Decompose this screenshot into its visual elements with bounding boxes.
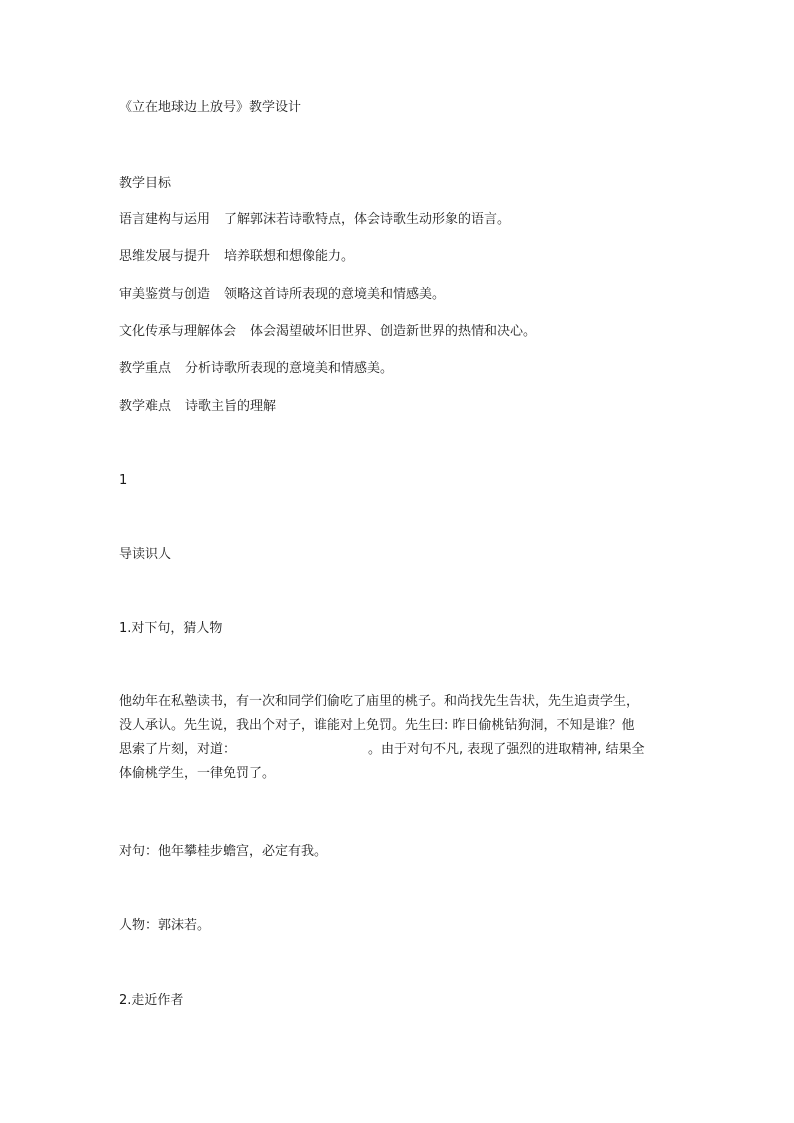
item-1-heading: 1.对下句，猜人物 xyxy=(119,621,223,636)
objective-text: 培养联想和想像能力。 xyxy=(224,249,355,264)
story-line xyxy=(119,738,679,762)
story-line: 没人承认。先生说，我出个对子，谁能对上免罚。先生曰: 昨日偷桃钻狗洞，不知是谁？他 xyxy=(119,718,635,733)
story-line-end: 。由于对句不凡, 表现了强烈的进取精神, 结果全 xyxy=(368,742,645,757)
difficulty-text: 诗歌主旨的理解 xyxy=(185,399,277,414)
answer-person: 人物：郭沫若。 xyxy=(119,918,211,933)
key-point-row xyxy=(119,360,393,378)
objective-label: 文化传承与理解体会 xyxy=(119,324,237,339)
answer-couplet: 对句：他年攀桂步蟾宫，必定有我。 xyxy=(119,844,328,859)
story-paragraph xyxy=(119,690,679,786)
objective-label: 语言建构与运用 xyxy=(119,212,211,227)
objective-text: 领略这首诗所表现的意境美和情感美。 xyxy=(224,287,446,302)
section-number: 1 xyxy=(119,473,128,488)
objective-text: 体会渴望破坏旧世界、创造新世界的热情和决心。 xyxy=(250,324,537,339)
objective-row xyxy=(119,211,510,229)
story-line: 他幼年在私塾读书，有一次和同学们偷吃了庙里的桃子。和尚找先生告状，先生追责学生， xyxy=(119,694,640,709)
objective-row xyxy=(119,248,354,266)
document-title: 《立在地球边上放号》教学设计 xyxy=(119,100,302,115)
key-point-text: 分析诗歌所表现的意境美和情感美。 xyxy=(185,361,394,376)
objective-text: 了解郭沫若诗歌特点，体会诗歌生动形象的语言。 xyxy=(224,212,511,227)
key-point-label: 教学重点 xyxy=(119,361,172,376)
objective-label: 审美鉴赏与创造 xyxy=(119,287,211,302)
story-line: 体偷桃学生，一律免罚了。 xyxy=(119,766,276,781)
item-2-heading: 2.走近作者 xyxy=(119,993,184,1008)
objective-row xyxy=(119,323,536,341)
objective-row xyxy=(119,286,445,304)
difficulty-label: 教学难点 xyxy=(119,399,172,414)
story-line-start: 思索了片刻，对道： xyxy=(119,742,237,757)
difficulty-row xyxy=(119,398,276,416)
section-title: 导读识人 xyxy=(119,547,172,562)
objective-label: 思维发展与提升 xyxy=(119,249,211,264)
objectives-heading: 教学目标 xyxy=(119,176,172,191)
